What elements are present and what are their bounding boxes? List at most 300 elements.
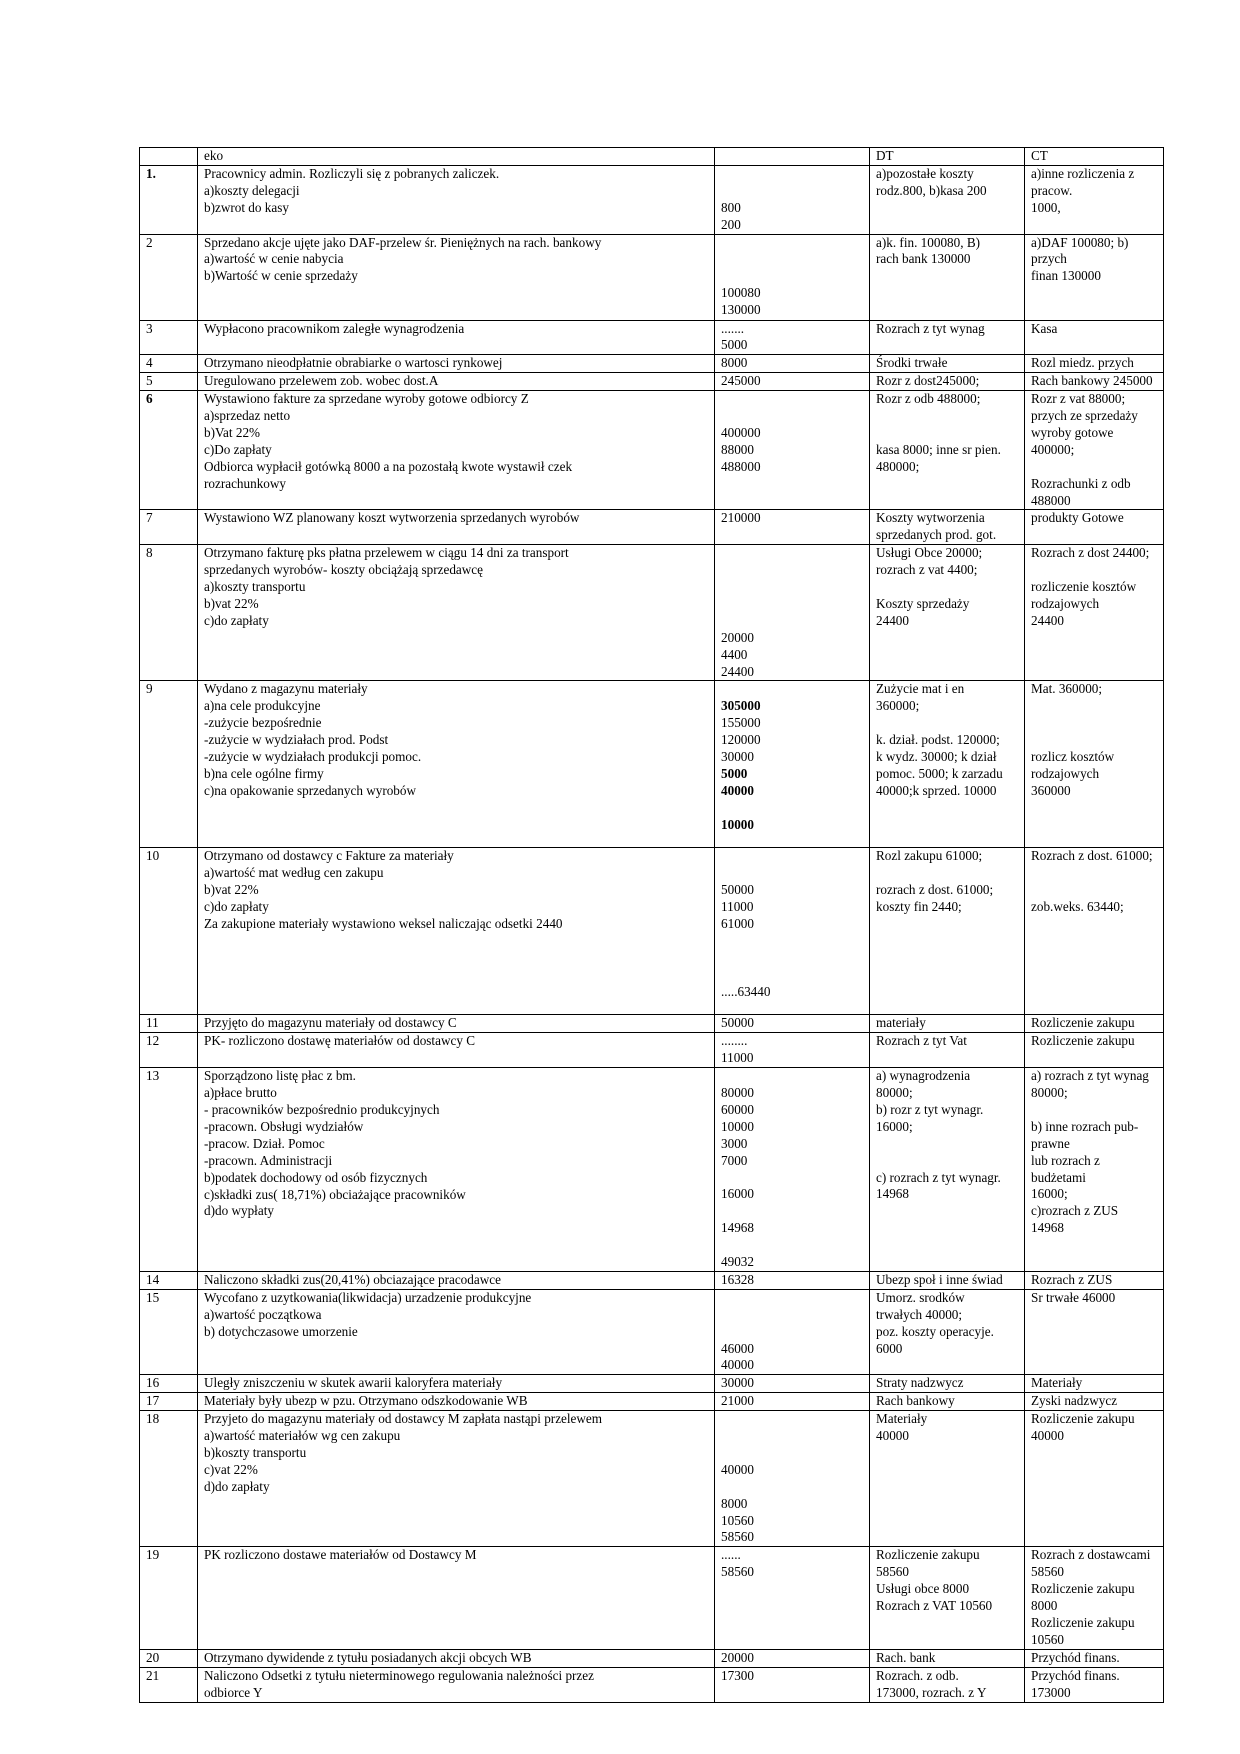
entry-description-line: Przyjeto do magazynu materiały od dostawcy M zapłata nastąpi przelewem — [204, 1411, 603, 1427]
table-row — [140, 1015, 1164, 1033]
entry-description-line: Pracownicy admin. Rozliczyli się z pobranych zaliczek. — [204, 165, 500, 181]
entry-debit — [870, 1033, 1025, 1068]
table-row — [140, 1649, 1164, 1667]
entry-credit-line: produkty Gotowe — [1031, 510, 1124, 526]
entry-description-line: Otrzymano nieodpłatnie obrabiarke o wartosci rynkowej — [204, 355, 503, 371]
entry-credit — [1025, 165, 1164, 234]
entry-amount-line — [721, 1445, 863, 1462]
entry-amount — [715, 1649, 870, 1667]
entry-amount-line: 10000 — [721, 1118, 754, 1134]
table-row — [140, 1033, 1164, 1068]
entry-description-line: b)vat 22% — [204, 595, 259, 611]
entry-description-line: rozrachunkowy — [204, 475, 287, 491]
entry-amount-line: 200 — [721, 216, 741, 232]
entry-description-line: Wycofano z uzytkowania(likwidacja) urzadzenie produkcyjne — [204, 1289, 532, 1305]
entry-amount-line: 20000 — [721, 1649, 754, 1665]
entry-debit — [870, 1375, 1025, 1393]
entry-amount-line: 5000 — [721, 337, 748, 353]
header-cell-credit: CT — [1025, 148, 1164, 166]
entry-amount-line: 3000 — [721, 1135, 748, 1151]
entry-debit-line: 173000, rozrach. z Y — [876, 1684, 987, 1700]
entry-debit-line: Rozrach z VAT 10560 — [876, 1598, 993, 1614]
entry-debit-line: a) wynagrodzenia — [876, 1068, 971, 1084]
entry-debit-line — [876, 1136, 1018, 1153]
entry-debit-line: Rozr z odb 488000; — [876, 391, 981, 407]
entry-amount-line — [721, 251, 863, 268]
entry-number: 15 — [140, 1289, 198, 1374]
entry-debit — [870, 681, 1025, 848]
entry-amount-line — [721, 579, 863, 596]
entry-amount-line: 8000 — [721, 355, 748, 371]
entry-debit-line: Koszty sprzedaży — [876, 595, 970, 611]
entry-description-line: -zużycie w wydziałach produkcji pomoc. — [204, 749, 422, 765]
entry-amount — [715, 1033, 870, 1068]
entry-debit-line: rodz.800, b)kasa 200 — [876, 182, 987, 198]
entry-number: 14 — [140, 1271, 198, 1289]
entry-debit-line: rozrach z dost. 61000; — [876, 882, 994, 898]
entry-description-line: c)vat 22% — [204, 1461, 258, 1477]
entry-description-line: - pracowników bezpośrednio produkcyjnych — [204, 1101, 440, 1117]
entry-description-line: d)do wypłaty — [204, 1203, 274, 1219]
entry-credit-line — [1031, 698, 1157, 715]
entry-number: 8 — [140, 545, 198, 681]
entry-credit — [1025, 1033, 1164, 1068]
entry-description-line: c)do zapłaty — [204, 899, 269, 915]
entry-amount-line — [721, 950, 863, 967]
entry-amount-line — [721, 562, 863, 579]
entry-description-line: Sporządzono listę płac z bm. — [204, 1068, 356, 1084]
entry-number: 3 — [140, 320, 198, 355]
entry-debit — [870, 165, 1025, 234]
entry-debit-line: Ubezp społ i inne świad — [876, 1271, 1003, 1287]
entry-debit — [870, 1667, 1025, 1702]
entry-description-line: b) dotychczasowe umorzenie — [204, 1323, 358, 1339]
entry-debit-line: sprzedanych prod. got. — [876, 527, 997, 543]
entry-amount-line — [721, 1170, 863, 1187]
entry-amount-line: 7000 — [721, 1152, 748, 1168]
entry-credit-line: wyroby gotowe 400000; — [1031, 424, 1117, 457]
entry-debit-line — [876, 865, 1018, 882]
entry-credit — [1025, 234, 1164, 320]
entry-credit — [1025, 391, 1164, 510]
entry-amount-line — [721, 1237, 863, 1254]
entry-credit-line: Rozrach z ZUS — [1031, 1271, 1113, 1287]
entry-amount — [715, 1411, 870, 1547]
header-cell-amount — [715, 148, 870, 166]
entry-amount-line — [721, 800, 863, 817]
entry-debit-line: Rozl zakupu 61000; — [876, 848, 983, 864]
entry-debit-line: 40000 — [876, 1428, 909, 1444]
entry-amount-line: 11000 — [721, 1050, 754, 1066]
entry-debit-line: 80000; — [876, 1085, 913, 1101]
entry-description-line: a)koszty transportu — [204, 579, 306, 595]
entry-debit — [870, 1411, 1025, 1547]
entry-credit-line: a)DAF 100080; b) przych — [1031, 234, 1132, 267]
entry-description — [198, 1033, 715, 1068]
entry-credit-line: rozliczenie kosztów — [1031, 579, 1137, 595]
entry-amount — [715, 1375, 870, 1393]
entry-amount — [715, 848, 870, 1015]
entry-amount-line: 30000 — [721, 749, 754, 765]
entry-debit-line: 40000;k sprzed. 10000 — [876, 782, 997, 798]
entry-amount-line: 16328 — [721, 1271, 754, 1287]
entry-credit-line: Rozliczenie zakupu 8000 — [1031, 1581, 1138, 1614]
entry-credit — [1025, 373, 1164, 391]
entry-description-line: -pracow. Dział. Pomoc — [204, 1135, 325, 1151]
entry-description-line: b)zwrot do kasy — [204, 199, 289, 215]
entry-amount — [715, 355, 870, 373]
entry-amount-line — [721, 391, 863, 408]
entry-credit — [1025, 510, 1164, 545]
entry-debit-line: 14968 — [876, 1186, 909, 1202]
entry-amount-line — [721, 1307, 863, 1324]
entry-debit-line: Rozrach. z odb. — [876, 1667, 959, 1683]
entry-amount-line: 155000 — [721, 715, 761, 731]
entry-credit — [1025, 1547, 1164, 1649]
entry-credit-line: Rozrach z dost. 61000; — [1031, 848, 1153, 864]
entry-credit-line: Przychód finans. — [1031, 1649, 1120, 1665]
entry-credit — [1025, 1271, 1164, 1289]
entry-description-line: Odbiorca wypłacił gotówką 8000 a na pozostałą kwote wystawił czek — [204, 458, 573, 474]
entry-credit-line: Rozrach z dost 24400; — [1031, 545, 1150, 561]
entry-description — [198, 1667, 715, 1702]
entry-amount-line — [721, 848, 863, 865]
entry-description-line: sprzedanych wyrobów- koszty obciążają sprzedawcę — [204, 562, 484, 578]
entry-debit-line: 6000 — [876, 1340, 903, 1356]
entry-description-line: Wystawiono WZ planowany koszt wytworzenia sprzedanych wyrobów — [204, 510, 580, 526]
entry-description-line: b)Vat 22% — [204, 424, 261, 440]
entry-debit-line: Rach. bank — [876, 1649, 936, 1665]
entry-credit-line: Rozliczenie zakupu — [1031, 1015, 1135, 1031]
entry-number: 4 — [140, 355, 198, 373]
entry-amount-line — [721, 613, 863, 630]
entry-description-line: Za zakupione materiały wystawiono weksel naliczając odsetki 2440 — [204, 916, 563, 932]
entry-debit-line: 16000; — [876, 1118, 913, 1134]
entry-description-line: Wypłacono pracownikom zaległe wynagrodzenia — [204, 320, 465, 336]
entry-amount-line: 61000 — [721, 916, 754, 932]
entry-debit — [870, 355, 1025, 373]
entry-amount-line: 50000 — [721, 882, 754, 898]
entry-number: 11 — [140, 1015, 198, 1033]
entry-amount-line — [721, 1290, 863, 1307]
entry-credit-line: 14968 — [1031, 1220, 1064, 1236]
entry-amount-line: 60000 — [721, 1101, 754, 1117]
entry-credit-line: Sr trwałe 46000 — [1031, 1289, 1116, 1305]
entry-amount-line: 16000 — [721, 1186, 754, 1202]
entry-debit-line — [876, 408, 1018, 425]
entry-debit-line: a)k. fin. 100080, B) — [876, 234, 981, 250]
entry-description-line: a)wartość materiałów wg cen zakupu — [204, 1428, 401, 1444]
entry-amount-line: 88000 — [721, 441, 754, 457]
entry-amount-line — [721, 1479, 863, 1496]
entry-credit-line: 360000 — [1031, 782, 1071, 798]
entry-credit-line: Rozrachunki z odb 488000 — [1031, 475, 1134, 508]
entry-description-line: -pracown. Administracji — [204, 1152, 333, 1168]
entry-credit-line: 40000 — [1031, 1428, 1064, 1444]
entry-credit — [1025, 1015, 1164, 1033]
entry-description — [198, 165, 715, 234]
entry-amount-line: 58560 — [721, 1529, 754, 1545]
entry-amount-line — [721, 545, 863, 562]
table-row — [140, 391, 1164, 510]
entry-amount-line: 58560 — [721, 1564, 754, 1580]
entry-description-line: -zużycie w wydziałach prod. Podst — [204, 732, 389, 748]
entry-description-line: a)koszty delegacji — [204, 182, 300, 198]
entry-description-line: c)składki zus( 18,71%) obciażające pracowników — [204, 1186, 466, 1202]
entry-credit-line: Rozr z vat 88000; — [1031, 391, 1126, 407]
header-cell-debit: DT — [870, 148, 1025, 166]
entry-credit — [1025, 1667, 1164, 1702]
entry-description-line: a)wartość początkowa — [204, 1306, 322, 1322]
entry-description-line: b)podatek dochodowy od osób fizycznych — [204, 1169, 428, 1185]
entry-amount-line: 21000 — [721, 1393, 754, 1409]
entry-amount-line: 100080 — [721, 285, 761, 301]
entry-description-line: Otrzymano dywidende z tytułu posiadanych akcji obcych WB — [204, 1649, 532, 1665]
table-row — [140, 1271, 1164, 1289]
entry-credit-line: 24400 — [1031, 612, 1064, 628]
entry-amount-line — [721, 166, 863, 183]
entry-debit — [870, 391, 1025, 510]
entry-debit-line: 360000; — [876, 698, 920, 714]
entry-amount-line: 20000 — [721, 629, 754, 645]
entry-credit-line: Mat. 360000; — [1031, 681, 1103, 697]
entry-credit-line: a)inne rozliczenia z pracow. — [1031, 165, 1138, 198]
table-row — [140, 373, 1164, 391]
entry-debit-line: materiały — [876, 1015, 926, 1031]
entry-credit-line: Materiały — [1031, 1375, 1083, 1391]
entry-amount-line: ....... — [721, 320, 745, 336]
entry-credit-line: Rach bankowy 245000 — [1031, 373, 1153, 389]
table-row — [140, 1393, 1164, 1411]
entry-debit — [870, 1547, 1025, 1649]
entry-credit-line: Kasa — [1031, 320, 1058, 336]
entry-amount — [715, 1547, 870, 1649]
entry-number: 12 — [140, 1033, 198, 1068]
entry-description-line: Wydano z magazynu materiały — [204, 681, 368, 697]
entry-amount-line — [721, 268, 863, 285]
entry-description — [198, 391, 715, 510]
entry-credit-line: Rozrach z dostawcami — [1031, 1547, 1151, 1563]
entry-debit — [870, 1649, 1025, 1667]
entry-debit-line — [876, 1153, 1018, 1170]
entry-amount-line — [721, 596, 863, 613]
entry-amount-line: 4400 — [721, 646, 748, 662]
entry-amount-line: 50000 — [721, 1015, 754, 1031]
entry-amount-line: 245000 — [721, 373, 761, 389]
entry-debit-line: Straty nadzwycz — [876, 1375, 964, 1391]
entry-description — [198, 1649, 715, 1667]
entry-description — [198, 1271, 715, 1289]
table-header-row — [140, 148, 1164, 166]
entry-description-line: a)na cele produkcyjne — [204, 698, 321, 714]
entry-credit-line — [1031, 459, 1157, 476]
entry-credit-line — [1031, 882, 1157, 899]
entry-number: 21 — [140, 1667, 198, 1702]
entry-amount-line — [721, 235, 863, 252]
entry-credit-line — [1031, 715, 1157, 732]
entry-amount — [715, 1271, 870, 1289]
table-row — [140, 545, 1164, 681]
entry-debit-line: Usługi obce 8000 — [876, 1581, 970, 1597]
entry-description — [198, 848, 715, 1015]
entry-amount-line: 40000 — [721, 1461, 754, 1477]
entry-amount — [715, 1068, 870, 1272]
entry-debit — [870, 1393, 1025, 1411]
entry-amount — [715, 165, 870, 234]
entry-amount-line: .....63440 — [721, 983, 771, 999]
entry-number: 10 — [140, 848, 198, 1015]
entry-amount-line — [721, 1428, 863, 1445]
entry-amount-line: 210000 — [721, 510, 761, 526]
entry-number: 2 — [140, 234, 198, 320]
header-cell-description: eko — [198, 148, 715, 166]
table-row — [140, 1547, 1164, 1649]
entry-description-line: Przyjęto do magazynu materiały od dostawcy C — [204, 1015, 457, 1031]
entry-debit-line: Materiały — [876, 1411, 928, 1427]
entry-credit-line: lub rozrach z budżetami — [1031, 1152, 1104, 1185]
entry-description-line: -zużycie bezpośrednie — [204, 715, 322, 731]
entry-credit-line — [1031, 865, 1157, 882]
entry-credit — [1025, 681, 1164, 848]
entry-description — [198, 545, 715, 681]
entry-debit-line: Rozr z dost245000; — [876, 373, 980, 389]
table-row — [140, 848, 1164, 1015]
entry-number: 16 — [140, 1375, 198, 1393]
table-row — [140, 165, 1164, 234]
entry-credit — [1025, 1289, 1164, 1374]
entry-credit-line: 58560 — [1031, 1564, 1064, 1580]
entry-description-line: Materiały były ubezp w pzu. Otrzymano odszkodowanie WB — [204, 1393, 528, 1409]
entry-description — [198, 1547, 715, 1649]
entry-credit-line: zob.weks. 63440; — [1031, 899, 1124, 915]
entry-description-line: b)vat 22% — [204, 882, 259, 898]
entry-amount — [715, 1393, 870, 1411]
entry-amount-line — [721, 681, 863, 698]
entry-description — [198, 320, 715, 355]
entry-debit-line: rach bank 130000 — [876, 251, 971, 267]
table-row — [140, 1289, 1164, 1374]
entry-description-line: PK rozliczono dostawe materiałów od Dostawcy M — [204, 1547, 477, 1563]
entry-amount — [715, 1667, 870, 1702]
entry-debit-line: Umorz. srodków — [876, 1289, 965, 1305]
entry-credit-line: rodzajowych — [1031, 595, 1100, 611]
entry-amount-line: ........ — [721, 1033, 748, 1049]
entry-debit-line: 24400 — [876, 612, 909, 628]
table-row — [140, 320, 1164, 355]
entry-credit-line — [1031, 732, 1157, 749]
entry-debit-line: Środki trwałe — [876, 355, 948, 371]
entry-debit-line: Rozliczenie zakupu — [876, 1547, 980, 1563]
entry-amount — [715, 391, 870, 510]
entry-amount — [715, 545, 870, 681]
entry-credit-line: Rozliczenie zakupu — [1031, 1411, 1135, 1427]
entry-description-line: a)wartość w cenie nabycia — [204, 251, 344, 267]
entry-debit-line: rozrach z vat 4400; — [876, 562, 978, 578]
accounting-entries-table — [139, 147, 1164, 1703]
entry-amount — [715, 1015, 870, 1033]
entry-amount-line: ...... — [721, 1547, 741, 1563]
entry-debit-line: k wydz. 30000; k dział — [876, 749, 997, 765]
entry-amount — [715, 1289, 870, 1374]
entry-description-line: Otrzymano od dostawcy c Fakture za materiały — [204, 848, 454, 864]
entry-credit-line — [1031, 562, 1157, 579]
entry-debit-line: trwałych 40000; — [876, 1306, 963, 1322]
entry-debit-line: 58560 — [876, 1564, 909, 1580]
entry-description-line: odbiorce Y — [204, 1684, 263, 1700]
entry-amount-line: 46000 — [721, 1340, 754, 1356]
entry-amount-line — [721, 183, 863, 200]
entry-credit-line: przych ze sprzedaży — [1031, 408, 1138, 424]
table-row — [140, 355, 1164, 373]
entry-description-line: c)Do zapłaty — [204, 441, 272, 457]
entry-debit-line: Rach bankowy — [876, 1393, 955, 1409]
entry-credit — [1025, 320, 1164, 355]
entry-credit-line: finan 130000 — [1031, 268, 1101, 284]
entry-credit-line: b) inne rozrach pub-prawne — [1031, 1118, 1139, 1151]
entry-amount-line: 488000 — [721, 458, 761, 474]
entry-amount-line — [721, 1068, 863, 1085]
entry-number: 19 — [140, 1547, 198, 1649]
entry-credit — [1025, 1411, 1164, 1547]
entry-description — [198, 1375, 715, 1393]
entry-debit — [870, 234, 1025, 320]
entry-amount — [715, 681, 870, 848]
entry-amount-line — [721, 1324, 863, 1341]
entry-debit — [870, 848, 1025, 1015]
table-row — [140, 1667, 1164, 1702]
entry-debit-line: Rozrach z tyt wynag — [876, 320, 985, 336]
entry-description-line: c)na opakowanie sprzedanych wyrobów — [204, 782, 417, 798]
entry-debit — [870, 1068, 1025, 1272]
entry-credit-line: Przychód finans. 173000 — [1031, 1667, 1123, 1700]
table-row — [140, 234, 1164, 320]
table-row — [140, 1068, 1164, 1272]
entry-amount-line — [721, 933, 863, 950]
entry-amount-line: 40000 — [721, 1357, 754, 1373]
entry-amount-line: 17300 — [721, 1667, 754, 1683]
entry-debit-line — [876, 579, 1018, 596]
entry-description — [198, 355, 715, 373]
entry-amount-line: 10560 — [721, 1512, 754, 1528]
entry-credit — [1025, 1068, 1164, 1272]
entry-description-line: Naliczono składki zus(20,41%) obciazające pracodawce — [204, 1271, 501, 1287]
entry-number: 9 — [140, 681, 198, 848]
entry-debit-line: c) rozrach z tyt wynagr. — [876, 1169, 1001, 1185]
entry-amount-line — [721, 1411, 863, 1428]
entry-credit-line: Zyski nadzwycz — [1031, 1393, 1118, 1409]
entry-credit-line: a) rozrach z tyt wynag 80000; — [1031, 1068, 1153, 1101]
entry-amount — [715, 373, 870, 391]
entry-credit — [1025, 1393, 1164, 1411]
entry-number: 17 — [140, 1393, 198, 1411]
entry-amount-line: 120000 — [721, 732, 761, 748]
entry-description-line: b)na cele ogólne firmy — [204, 765, 324, 781]
entry-number: 6 — [140, 391, 198, 510]
entry-description-line: d)do zapłaty — [204, 1478, 270, 1494]
table-row — [140, 1375, 1164, 1393]
entry-credit-line: 16000; — [1031, 1186, 1068, 1202]
entry-description-line: b)koszty transportu — [204, 1444, 307, 1460]
entry-amount-line: 14968 — [721, 1220, 754, 1236]
table-row — [140, 510, 1164, 545]
entry-number: 7 — [140, 510, 198, 545]
entry-amount-line — [721, 408, 863, 425]
entry-number: 20 — [140, 1649, 198, 1667]
entry-description-line: Wystawiono fakture za sprzedane wyroby gotowe odbiorcy Z — [204, 391, 529, 407]
entry-amount-line: 305000 — [721, 698, 761, 714]
entry-description — [198, 1393, 715, 1411]
entry-credit-line: Rozliczenie zakupu — [1031, 1033, 1135, 1049]
